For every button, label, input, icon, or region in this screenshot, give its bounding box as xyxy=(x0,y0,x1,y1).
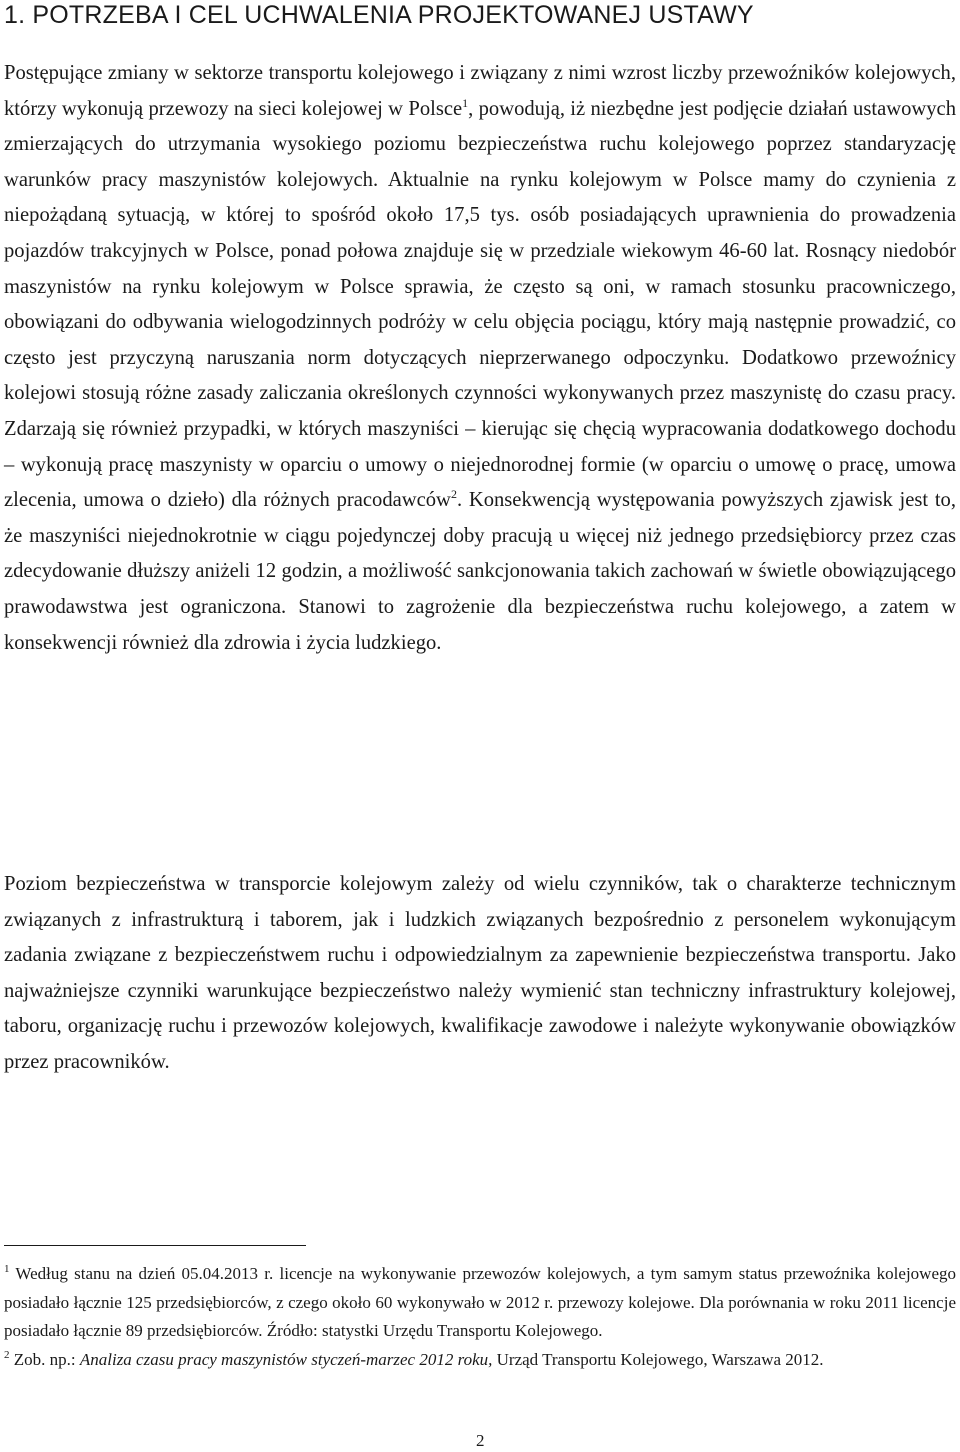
footnote-ref-1[interactable]: 1 xyxy=(462,95,469,110)
footnote-ref-2[interactable]: 2 xyxy=(450,487,457,502)
document-page xyxy=(4,0,956,1450)
footnote-1-text: Według stanu na dzień 05.04.2013 r. licencje na wykonywanie przewozów kolejowych, a tym samym status przewoźnika kolejowego posiadało łącznie 125 przedsiębiorców, z czego około 60 wykonywało w 2012 r. przewozy kolejowe. Dla porównania w roku 2011 licencje posiadało łącznie 89 przedsiębiorców. Źródło: statystki Urzędu Transportu Kolejowego. xyxy=(4,1264,956,1340)
paragraph-1-part-c: . Konsekwencją występowania powyższych zjawisk jest to, że maszyniści niejednokrotnie w ciągu pojedynczej doby pracują u więcej niż jednego przedsiębiorcy przez czas zdecydowanie dłuższy aniżeli 12 godzin, a możliwość sankcjonowania takich zachowań w świetle obowiązującego prawodawstwa jest ograniczona. Stanowi to zagrożenie dla bezpieczeństwa ruchu kolejowego, a zatem w konsekwencji również dla zdrowia i życia ludzkiego. xyxy=(4,489,956,654)
footnote-2-text-before: Zob. np.: xyxy=(9,1349,80,1369)
footnote-1 xyxy=(4,1260,956,1346)
page-number: 2 xyxy=(476,1431,485,1450)
footnote-separator xyxy=(4,1245,306,1246)
paragraph-1-part-a: Postępujące zmiany w sektorze transportu kolejowego i związany z nimi wzrost liczby przewoźników kolejowych, którzy wykonują przewozy na sieci kolejowej w Polsce xyxy=(4,62,956,120)
footnote-2-italic-title: Analiza czasu pracy maszynistów styczeń-marzec 2012 roku, xyxy=(79,1349,493,1369)
paragraph-2: Poziom bezpieczeństwa w transporcie kolejowym zależy od wielu czynników, tak o charakterze technicznym związanych z infrastrukturą i taborem, jak i ludzkich związanych bezpośrednio z personelem wykonującym zadania związane z bezpieczeństwem ruchu i odpowiedzialnym za zapewnienie bezpieczeństwa transportu. Jako najważniejsze czynniki warunkujące bezpieczeństwo należy wymienić stan techniczny infrastruktury kolejowej, taboru, organizację ruchu i przewozów kolejowych, kwalifikacje zawodowe i należyte wykonywanie obowiązków przez pracowników. xyxy=(4,873,956,1073)
section-heading: 1. POTRZEBA I CEL UCHWALENIA PROJEKTOWANEJ USTAWY xyxy=(4,1,754,29)
paragraph-1 xyxy=(4,56,956,661)
footnote-2-text-after: Urząd Transportu Kolejowego, Warszawa 2012. xyxy=(492,1349,824,1369)
footnotes xyxy=(4,1260,956,1374)
paragraph-1-part-b: , powodują, iż niezbędne jest podjęcie działań ustawowych zmierzających do utrzymania wysokiego poziomu bezpieczeństwa ruchu kolejowego poprzez standaryzację warunków pracy maszynistów kolejowych. Aktualnie na rynku kolejowym w Polsce mamy do czynienia z niepożądaną sytuacją, w której to spośród około 17,5 tys. osób posiadających uprawnienia do prowadzenia pojazdów trakcyjnych w Polsce, ponad połowa znajduje się w przedziale wiekowym 46-60 lat. Rosnący niedobór maszynistów na rynku kolejowym w Polsce sprawia, że często są oni, w ramach stosunku pracowniczego, obowiązani do odbywania wielogodzinnych podróży w celu objęcia pociągu, który mają następnie prowadzić, co często jest przyczyną naruszania norm dotyczących nieprzerwanego odpoczynku. Dodatkowo przewoźnicy kolejowi stosują różne zasady zaliczania określonych czynności wykonywanych przez maszynistę do czasu pracy. Zdarzają się również przypadki, w których maszyniści – kierując się chęcią wypracowania dodatkowego dochodu – wykonują pracę maszynisty w oparciu o umowy o niejednorodnej formie (w oparciu o umowę o pracę, umowa zlecenia, umowa o dzieło) dla różnych pracodawców xyxy=(4,97,956,512)
footnote-1-marker: 1 xyxy=(4,1263,10,1275)
footnote-2-marker: 2 xyxy=(4,1348,10,1361)
footnote-2 xyxy=(4,1346,956,1375)
